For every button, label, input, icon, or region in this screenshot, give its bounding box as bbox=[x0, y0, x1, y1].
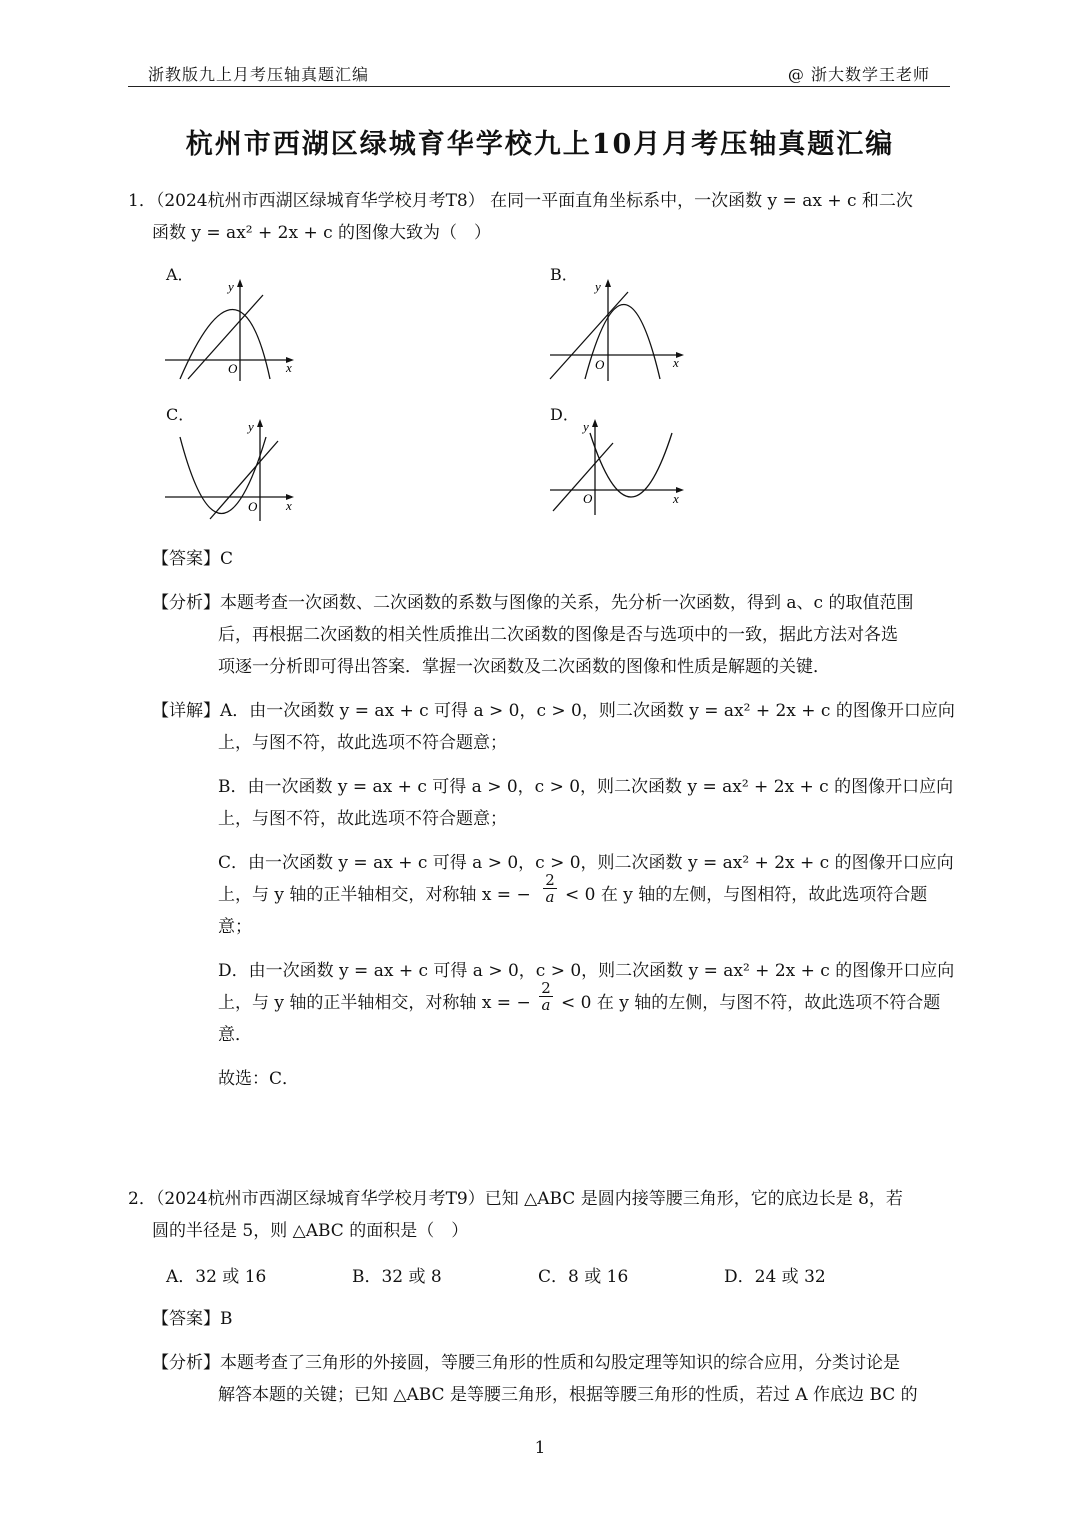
q1-detail-c-line2-pre: 上，与 y 轴的正半轴相交，对称轴 x = − bbox=[218, 885, 531, 905]
q1-analysis-line1: 【分析】本题考查一次函数、二次函数的系数与图像的关系，先分析一次函数，得到 a、c 的取值范围 bbox=[152, 593, 914, 613]
q1-choose: 故选：C． bbox=[218, 1069, 300, 1089]
page-title: 杭州市西湖区绿城育华学校九上10月月考压轴真题汇编 bbox=[185, 129, 895, 160]
frac-numerator: 2 bbox=[541, 979, 551, 997]
graph-c-origin-label: O bbox=[248, 499, 258, 514]
q1-detail-d-line2-post: < 0 在 y 轴的左侧，与图不符，故此选项不符合题 bbox=[561, 993, 941, 1013]
q1-stem-line1: 1．（2024杭州市西湖区绿城育华学校月考T8） 在同一平面直角坐标系中，一次函数 y = ax + c 和二次 bbox=[128, 191, 913, 211]
graph-option-c bbox=[160, 415, 305, 525]
graph-option-d bbox=[545, 415, 690, 520]
q1-answer: 【答案】C bbox=[152, 549, 234, 569]
graph-b-origin-label: O bbox=[595, 357, 605, 372]
graph-c-y-label: y bbox=[248, 419, 254, 434]
q1-detail-b-line1: B．由一次函数 y = ax + c 可得 a > 0，c > 0，则二次函数 y = ax² + 2x + c 的图像开口应向 bbox=[218, 777, 954, 797]
q1-detail-a-line2: 上，与图不符，故此选项不符合题意； bbox=[218, 733, 507, 753]
graph-b-y-label: y bbox=[595, 279, 601, 294]
graph-a-origin-label: O bbox=[228, 361, 238, 376]
q1-detail-c-line2-post: < 0 在 y 轴的左侧，与图相符，故此选项符合题 bbox=[565, 885, 928, 905]
q2-stem-line2: 圆的半径是 5，则 △ABC 的面积是（ ） bbox=[152, 1221, 469, 1241]
q1-detail-d-line3: 意． bbox=[218, 1025, 252, 1045]
graph-d-y-label: y bbox=[583, 419, 589, 434]
q2-option-a: A．32 或 16 bbox=[166, 1267, 267, 1287]
page-number: 1 bbox=[534, 1438, 546, 1458]
frac-denominator: a bbox=[543, 888, 557, 905]
q2-analysis-line2: 解答本题的关键；已知 △ABC 是等腰三角形，根据等腰三角形的性质，若过 A 作底边 BC 的 bbox=[218, 1385, 918, 1405]
q1-analysis-line3: 项逐一分析即可得出答案．掌握一次函数及二次函数的图像和性质是解题的关键． bbox=[218, 657, 830, 677]
q2-analysis-line1: 【分析】本题考查了三角形的外接圆，等腰三角形的性质和勾股定理等知识的综合应用，分类讨论是 bbox=[152, 1353, 900, 1373]
q1-detail-c-line3: 意； bbox=[218, 917, 252, 937]
q1-option-c-label: C． bbox=[166, 405, 195, 424]
q1-detail-c-line1: C．由一次函数 y = ax + c 可得 a > 0，c > 0，则二次函数 y = ax² + 2x + c 的图像开口应向 bbox=[218, 853, 954, 873]
graph-a-x-label: x bbox=[286, 360, 292, 375]
q2-option-b: B．32 或 8 bbox=[352, 1267, 442, 1287]
q1-detail-b-line2: 上，与图不符，故此选项不符合题意； bbox=[218, 809, 507, 829]
q1-option-d-label: D． bbox=[550, 405, 579, 424]
q2-option-d: D．24 或 32 bbox=[724, 1267, 826, 1287]
q2-answer: 【答案】B bbox=[152, 1309, 233, 1329]
q1-stem-line2: 函数 y = ax² + 2x + c 的图像大致为（ ） bbox=[152, 223, 492, 243]
graph-a-y-label: y bbox=[228, 279, 234, 294]
q2-stem-line1: 2．（2024杭州市西湖区绿城育华学校月考T9）已知 △ABC 是圆内接等腰三角形，它的底边长是 8，若 bbox=[128, 1189, 903, 1209]
header-right: @ 浙大数学王老师 bbox=[787, 65, 930, 84]
q1-detail-d-frac bbox=[539, 980, 553, 1013]
frac-denominator: a bbox=[539, 996, 553, 1013]
q1-detail-c-frac bbox=[543, 872, 557, 905]
graph-option-a bbox=[160, 275, 300, 385]
q1-detail-d-line2-pre: 上，与 y 轴的正半轴相交，对称轴 x = − bbox=[218, 993, 531, 1013]
q1-option-b-label: B． bbox=[550, 265, 578, 284]
graph-c-x-label: x bbox=[286, 498, 292, 513]
graph-d-origin-label: O bbox=[583, 491, 593, 506]
q1-detail-a-line1: 【详解】A．由一次函数 y = ax + c 可得 a > 0，c > 0，则二次函数 y = ax² + 2x + c 的图像开口应向 bbox=[152, 701, 955, 721]
header-rule bbox=[128, 86, 950, 87]
q2-option-c: C．8 或 16 bbox=[538, 1267, 629, 1287]
q1-analysis-line2: 后，再根据二次函数的相关性质推出二次函数的图像是否与选项中的一致，据此方法对各选 bbox=[218, 625, 898, 645]
graph-b-x-label: x bbox=[673, 355, 679, 370]
graph-d-x-label: x bbox=[673, 491, 679, 506]
frac-numerator: 2 bbox=[545, 871, 555, 889]
header-left: 浙教版九上月考压轴真题汇编 bbox=[148, 65, 370, 84]
q1-detail-d-line1: D．由一次函数 y = ax + c 可得 a > 0，c > 0，则二次函数 y = ax² + 2x + c 的图像开口应向 bbox=[218, 961, 955, 981]
graph-option-b bbox=[545, 275, 690, 385]
q1-option-a-label: A． bbox=[166, 265, 194, 284]
